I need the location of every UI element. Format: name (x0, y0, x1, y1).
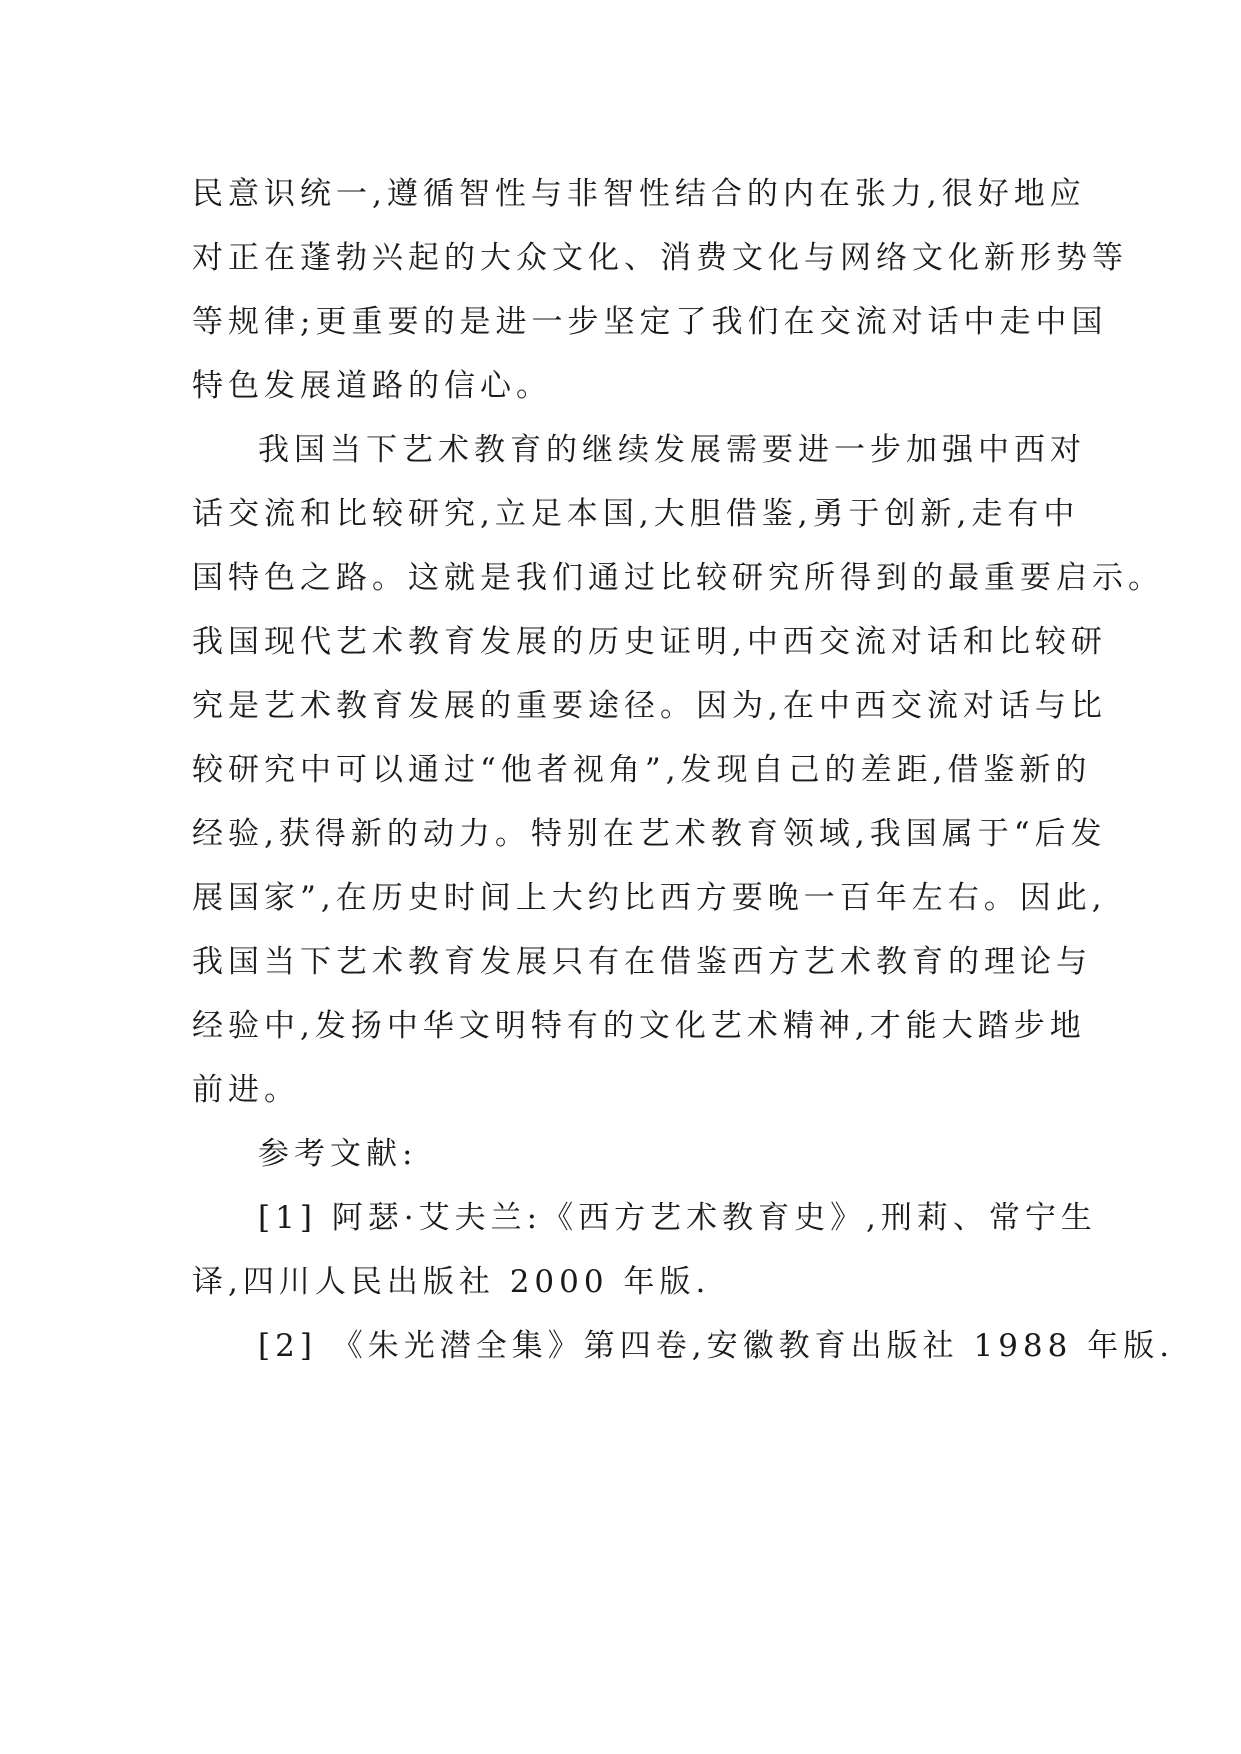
body-text (192, 162, 1175, 1378)
text-line: 我国当下艺术教育的继续发展需要进一步加强中西对 (258, 432, 1086, 468)
reference-line: [2] 《朱光潜全集》第四卷,安徽教育出版社 1988 年版. (258, 1328, 1175, 1364)
text-line: 较研究中可以通过“他者视角”,发现自己的差距,借鉴新的 (192, 752, 1092, 788)
text-line: 国特色之路。这就是我们通过比较研究所得到的最重要启示。 (192, 560, 1164, 596)
text-line: 经验,获得新的动力。特别在艺术教育领域,我国属于“后发 (192, 816, 1107, 852)
text-line: 对正在蓬勃兴起的大众文化、消费文化与网络文化新形势等 (192, 240, 1128, 276)
text-line: 我国现代艺术教育发展的历史证明,中西交流对话和比较研 (192, 624, 1107, 660)
text-line: 特色发展道路的信心。 (192, 368, 552, 404)
text-line: 经验中,发扬中华文明特有的文化艺术精神,才能大踏步地 (192, 1008, 1086, 1044)
reference-item-1 (192, 1186, 1097, 1314)
text-line: 民意识统一,遵循智性与非智性结合的内在张力,很好地应 (192, 176, 1086, 212)
reference-line: [1] 阿瑟·艾夫兰:《西方艺术教育史》,刑莉、常宁生 (258, 1200, 1097, 1236)
text-line: 展国家”,在历史时间上大约比西方要晚一百年左右。因此, (192, 880, 1107, 916)
references-heading: 参考文献: (258, 1136, 418, 1172)
paragraph-2 (192, 418, 1164, 1122)
text-line: 前进。 (192, 1072, 300, 1108)
reference-line: 译,四川人民出版社 2000 年版. (192, 1264, 711, 1300)
reference-item-2 (192, 1314, 1175, 1378)
paragraph-1 (192, 162, 1128, 418)
text-line: 究是艺术教育发展的重要途径。因为,在中西交流对话与比 (192, 688, 1107, 724)
text-line: 我国当下艺术教育发展只有在借鉴西方艺术教育的理论与 (192, 944, 1092, 980)
references-section (192, 1122, 1175, 1378)
text-line: 等规律;更重要的是进一步坚定了我们在交流对话中走中国 (192, 304, 1108, 340)
text-line: 话交流和比较研究,立足本国,大胆借鉴,勇于创新,走有中 (192, 496, 1080, 532)
